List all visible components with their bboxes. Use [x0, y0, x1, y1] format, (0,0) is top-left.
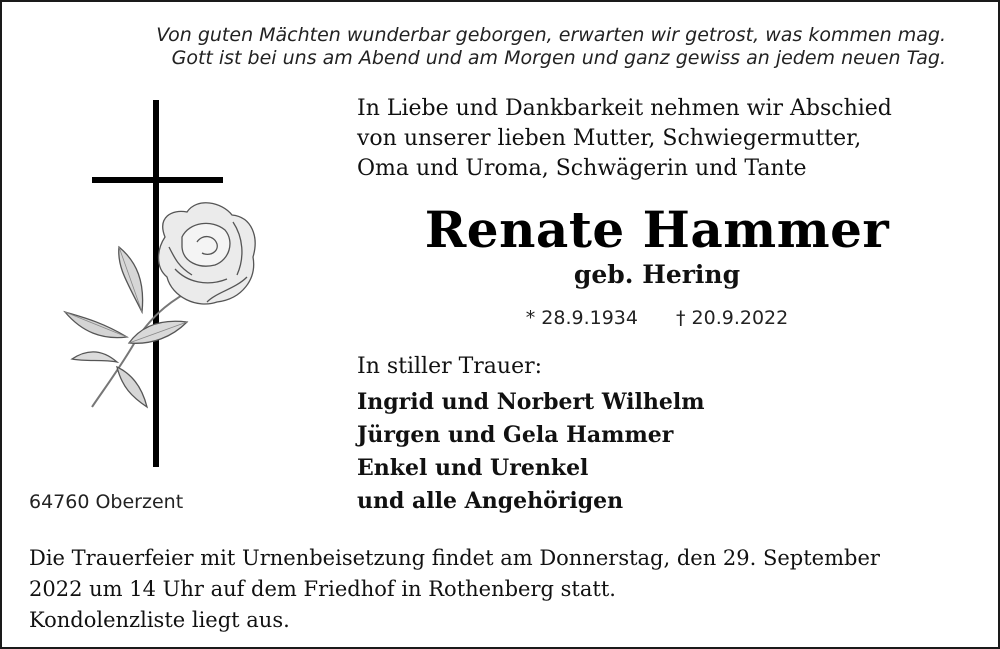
intro-text — [357, 94, 892, 184]
death-date: † 20.9.2022 — [676, 307, 789, 329]
mourners-list — [357, 386, 705, 518]
motto-line-2: Gott ist bei uns am Abend und am Morgen und ganz gewiss an jedem neuen Tag. — [171, 47, 946, 69]
intro-line-2: von unserer lieben Mutter, Schwiegermutter, — [357, 126, 862, 151]
ceremony-line-1: Die Trauerfeier mit Urnenbeisetzung findet am Donnerstag, den 29. September — [29, 546, 880, 570]
mourner-name: und alle Angehörigen — [357, 488, 624, 514]
ceremony-info — [29, 543, 969, 636]
ceremony-line-3: Kondolenzliste liegt aus. — [29, 608, 290, 632]
life-dates — [362, 305, 952, 331]
rose-icon — [65, 203, 255, 407]
birth-name: geb. Hering — [573, 260, 741, 289]
mourner-name: Ingrid und Norbert Wilhelm — [357, 389, 705, 415]
birth-date: * 28.9.1934 — [525, 307, 638, 329]
place-postal-code: 64760 Oberzent — [29, 491, 184, 513]
intro-line-3: Oma und Uroma, Schwägerin und Tante — [357, 156, 807, 181]
cross-and-rose-illustration — [57, 97, 267, 472]
motto-line-1: Von guten Mächten wunderbar geborgen, erwarten wir getrost, was kommen mag. — [156, 24, 946, 46]
intro-line-1: In Liebe und Dankbarkeit nehmen wir Abschied — [357, 96, 892, 121]
mourner-name: Jürgen und Gela Hammer — [357, 422, 674, 448]
motto-quote — [2, 24, 946, 70]
mourner-name: Enkel und Urenkel — [357, 455, 589, 481]
deceased-name: Renate Hammer — [424, 200, 890, 259]
ceremony-line-2: 2022 um 14 Uhr auf dem Friedhof in Rothenberg statt. — [29, 577, 616, 601]
mourning-label: In stiller Trauer: — [357, 354, 543, 379]
